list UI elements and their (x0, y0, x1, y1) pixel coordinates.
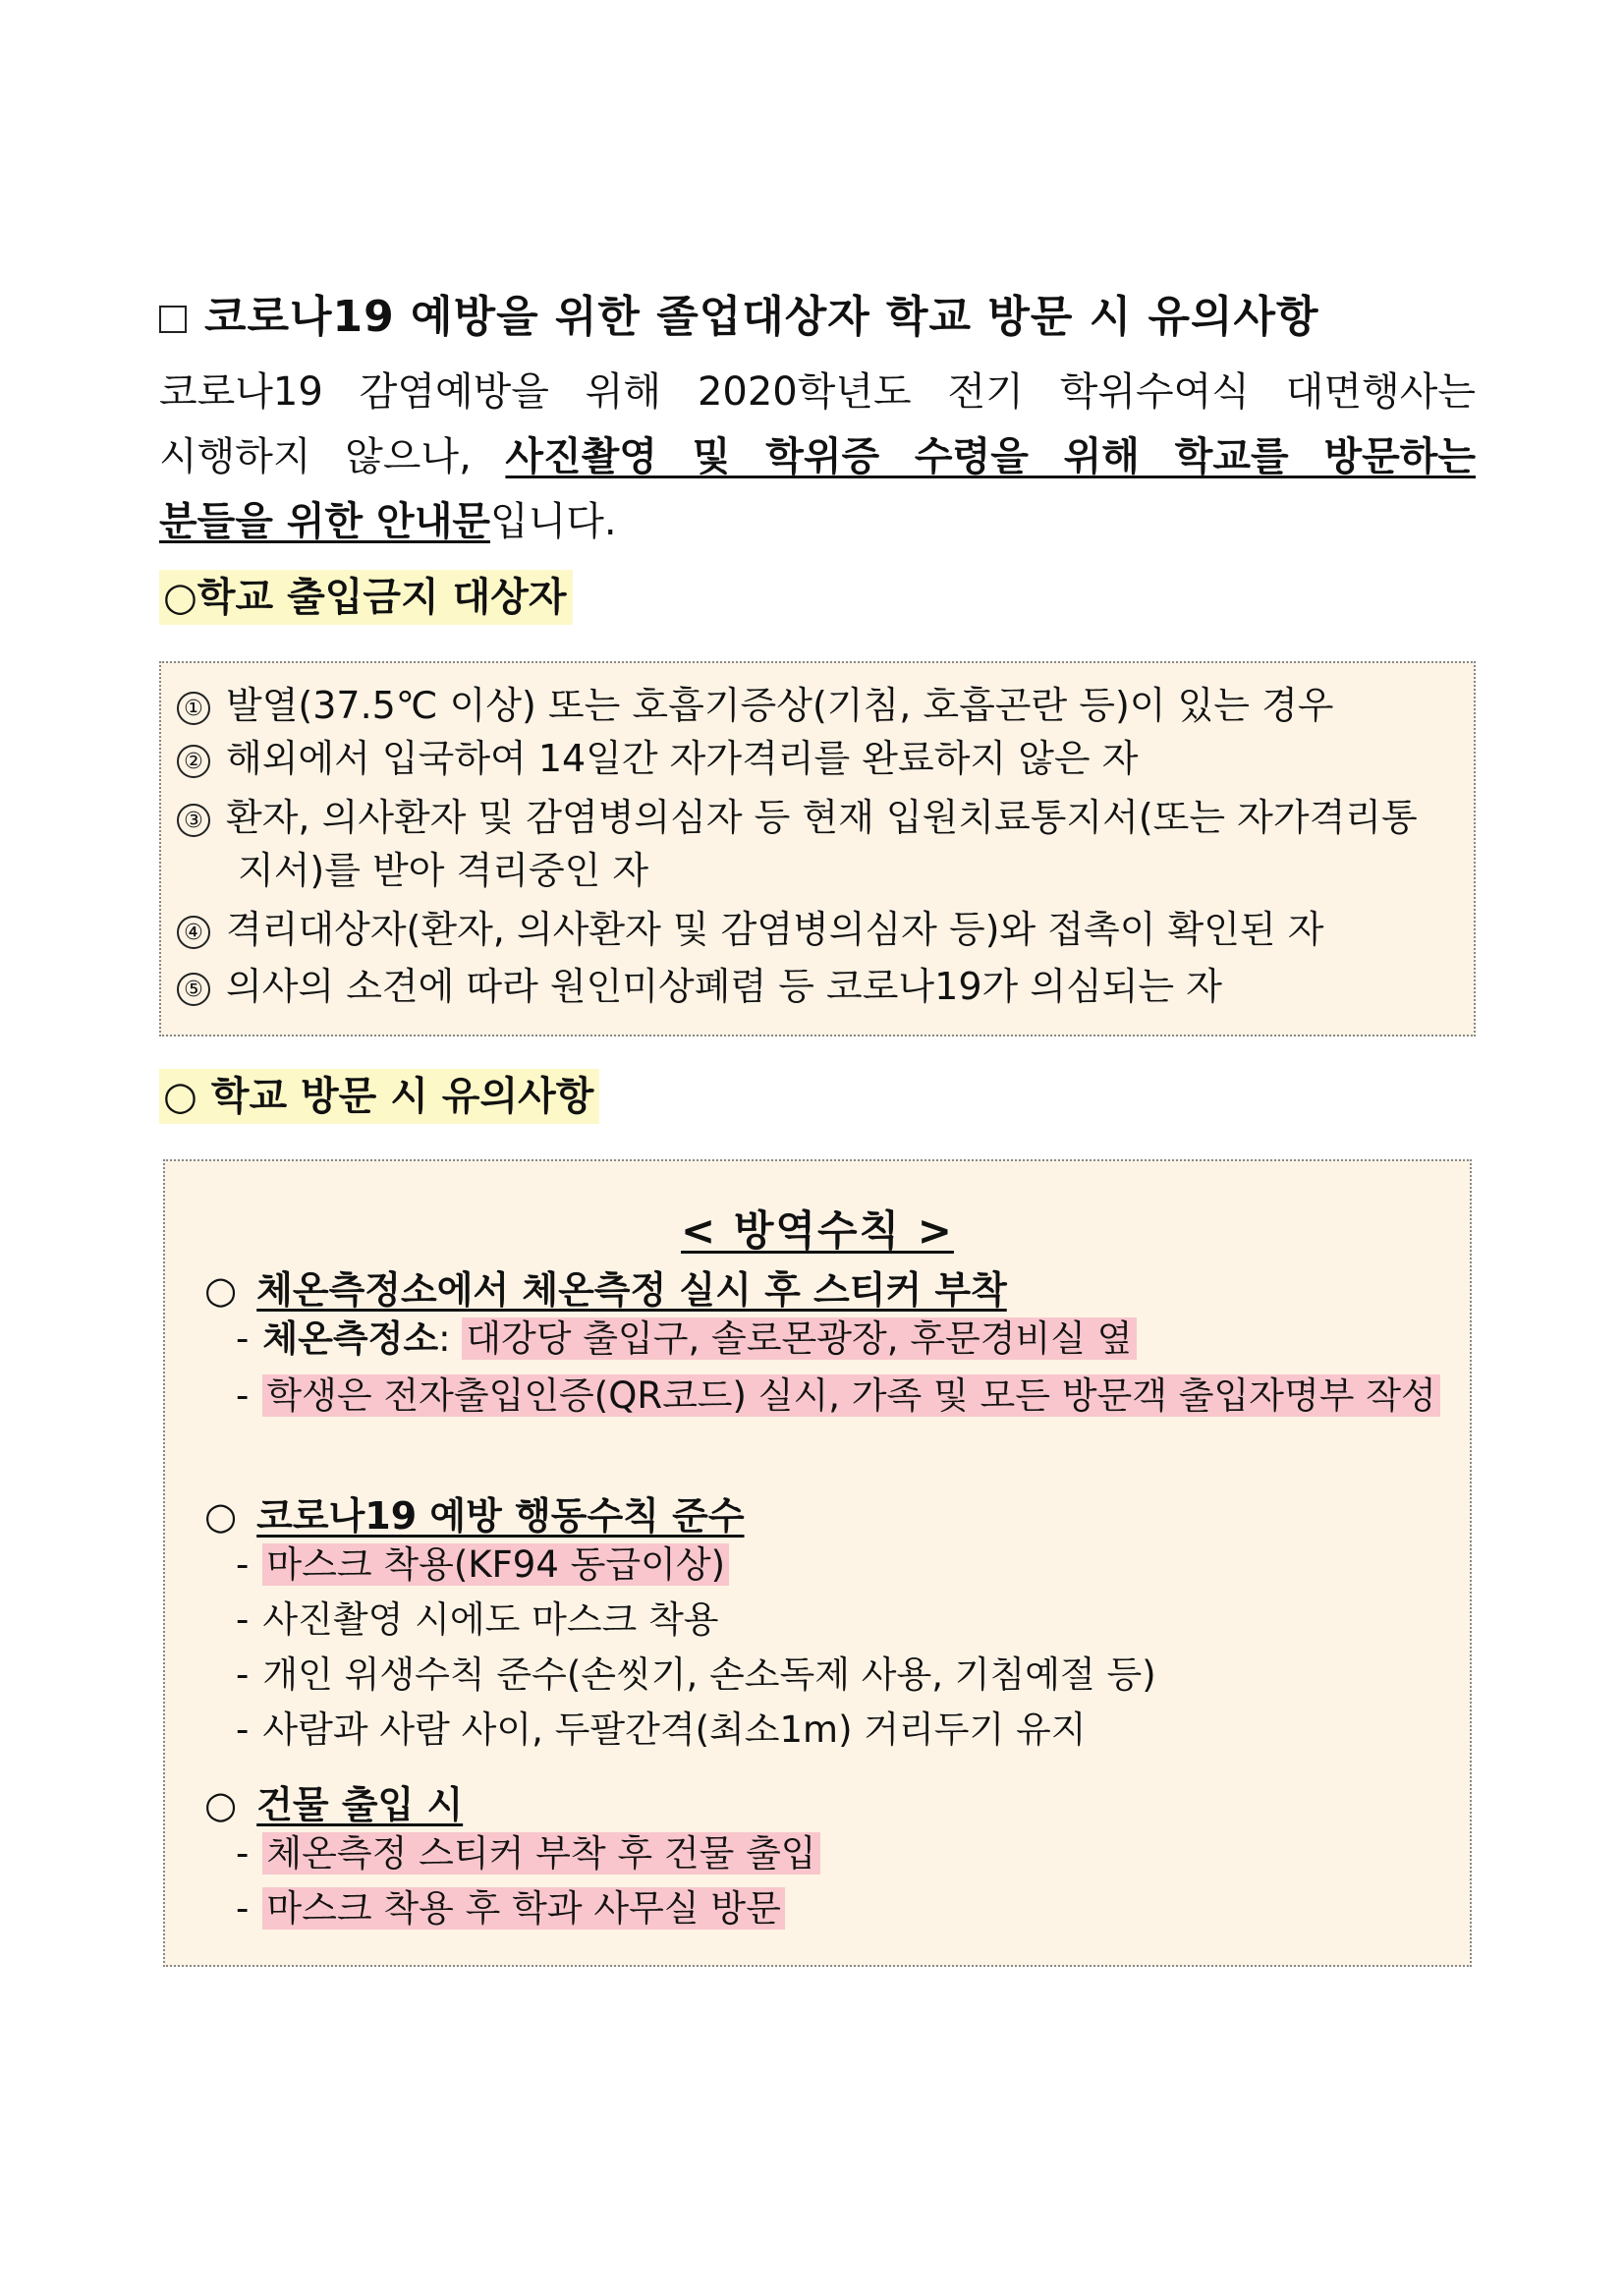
prevention-rules-box (163, 1159, 1472, 1967)
dash-bullet: - (236, 1317, 250, 1360)
group-heading-text: 건물 출입 시 (256, 1783, 464, 1826)
dash-bullet: - (236, 1653, 250, 1696)
list-item (236, 1651, 1156, 1700)
bullet-colon: : (438, 1317, 463, 1360)
intro-line-2 (159, 424, 1476, 489)
bullet-text: 사람과 사람 사이, 두팔간격(최소1m) 거리두기 유지 (262, 1708, 1087, 1751)
circle-bullet-icon: ○ (204, 1783, 238, 1826)
item-number: ⑤ (177, 973, 210, 1006)
item-text: 의사의 소견에 따라 원인미상폐렴 등 코로나19가 의심되는 자 (226, 965, 1222, 1008)
box-title-text: < 방역수칙 > (681, 1206, 954, 1255)
intro-line-2-plain: 시행하지 않으나, (159, 434, 506, 479)
bullet-text: 대강당 출입구, 솔로몬광장, 후문경비실 옆 (462, 1317, 1136, 1360)
list-item (236, 1884, 785, 1933)
intro-line-3-plain: 입니다. (489, 499, 617, 544)
item-number: ③ (177, 804, 210, 837)
intro-line-2-emphasis: 사진촬영 및 학위증 수령을 위해 학교를 방문하는 (505, 434, 1477, 479)
group-heading-text: 코로나19 예방 행동수칙 준수 (256, 1494, 745, 1538)
circle-bullet-icon: ○ (204, 1268, 238, 1312)
entry-ban-box (159, 661, 1476, 1036)
dash-bullet: - (236, 1598, 250, 1641)
item-text: 환자, 의사환자 및 감염병의심자 등 현재 입원치료통지서(또는 자가격리통 (226, 796, 1418, 839)
list-item (236, 1829, 820, 1878)
item-text: 발열(37.5℃ 이상) 또는 호흡기증상(기침, 호흡곤란 등)이 있는 경우 (226, 684, 1334, 727)
section-heading-visit-notes: ○ 학교 방문 시 유의사항 (159, 1069, 599, 1124)
list-item (177, 732, 1138, 785)
item-text: 해외에서 입국하여 14일간 자가격리를 완료하지 않은 자 (226, 737, 1139, 780)
intro-line-1: 코로나19 감염예방을 위해 2020학년도 전기 학위수여식 대면행사는 (159, 369, 1476, 415)
list-item (177, 960, 1222, 1013)
intro-line-3-emphasis: 분들을 위한 안내문 (159, 499, 490, 544)
dash-bullet: - (236, 1832, 250, 1875)
list-item (177, 903, 1323, 956)
list-item (236, 1596, 719, 1645)
dash-bullet: - (236, 1543, 250, 1586)
page-title (159, 281, 1476, 344)
list-item (236, 1706, 1086, 1755)
box-title (165, 1199, 1470, 1258)
item-number: ④ (177, 916, 210, 949)
intro-paragraph (159, 360, 1476, 554)
item-text: 격리대상자(환자, 의사환자 및 감염병의심자 등)와 접촉이 확인된 자 (226, 908, 1324, 951)
checkbox-square-icon (159, 306, 187, 333)
bullet-text: 사진촬영 시에도 마스크 착용 (262, 1598, 719, 1641)
group-heading (204, 1774, 463, 1828)
item-text-continuation: 지서)를 받아 격리중인 자 (238, 849, 649, 892)
group-heading (204, 1485, 745, 1540)
group-heading (204, 1260, 1007, 1314)
bullet-text: 개인 위생수칙 준수(손씻기, 손소독제 사용, 기침예절 등) (262, 1653, 1156, 1696)
dash-bullet: - (236, 1708, 250, 1751)
list-item (177, 679, 1334, 732)
item-number: ② (177, 745, 210, 778)
group-heading-text: 체온측정소에서 체온측정 실시 후 스티커 부착 (256, 1268, 1007, 1312)
bullet-text: 학생은 전자출입인증(QR코드) 실시, 가족 및 모든 방문객 출입자명부 작성 (262, 1374, 1439, 1417)
dash-bullet: - (236, 1374, 250, 1417)
page-title-text: 코로나19 예방을 위한 졸업대상자 학교 방문 시 유의사항 (204, 292, 1319, 342)
list-item (236, 1315, 1137, 1364)
item-number: ① (177, 692, 210, 725)
list-item (236, 1540, 729, 1590)
bullet-text: 마스크 착용(KF94 동급이상) (262, 1543, 729, 1586)
list-item (236, 1372, 1440, 1421)
dash-bullet: - (236, 1887, 250, 1930)
section-heading-entry-ban: ○학교 출입금지 대상자 (159, 570, 573, 625)
bullet-label: 체온측정소 (262, 1317, 439, 1360)
bullet-text: 체온측정 스티커 부착 후 건물 출입 (262, 1832, 819, 1875)
intro-line-3 (159, 489, 1476, 554)
circle-bullet-icon: ○ (204, 1494, 238, 1538)
bullet-text: 마스크 착용 후 학과 사무실 방문 (262, 1887, 784, 1930)
list-item (177, 791, 1418, 844)
